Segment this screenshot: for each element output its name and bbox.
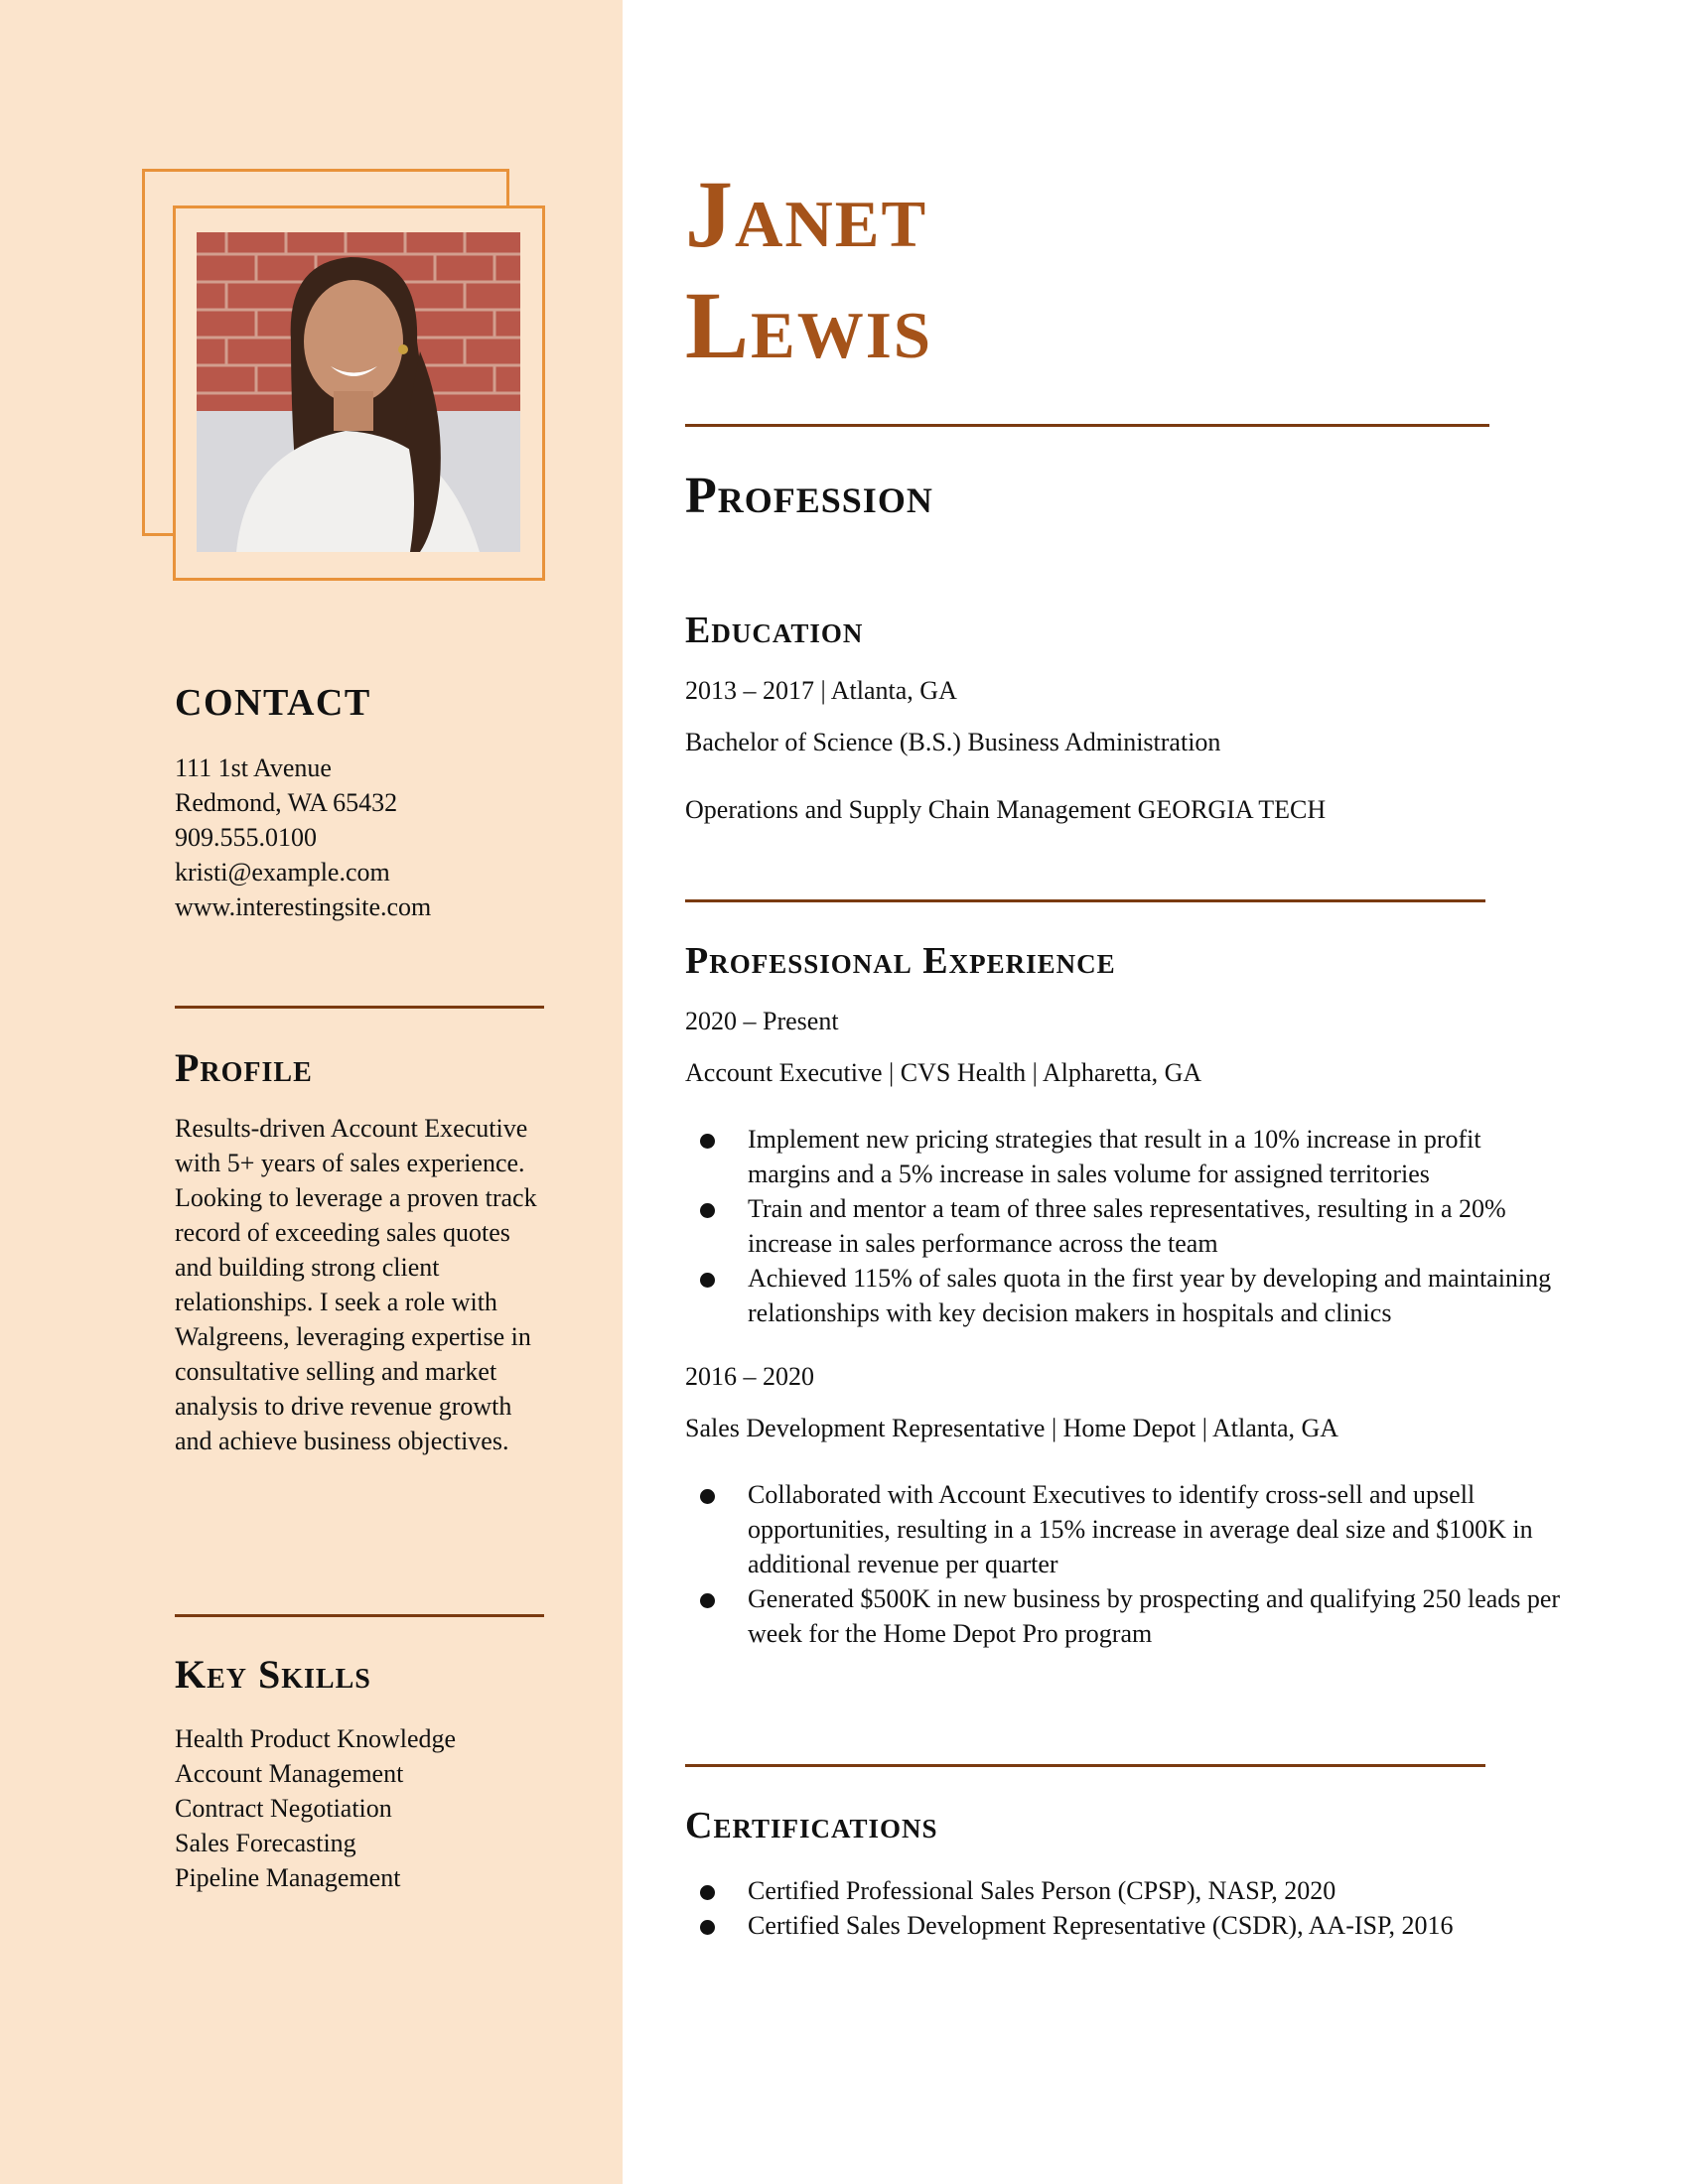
job-title: Sales Development Representative | Home Depot | Atlanta, GA [685, 1414, 1339, 1442]
job-bullet: Achieved 115% of sales quota in the first year by developing and maintaining relationships with key decision makers in hospitals and clinics [685, 1261, 1569, 1330]
experience-heading: Professional Experience [685, 940, 1116, 982]
certification-item: Certified Professional Sales Person (CPSP), NASP, 2020 [685, 1873, 1569, 1908]
contact-city: Redmond, WA 65432 [175, 788, 398, 817]
skill-item: Sales Forecasting [175, 1829, 356, 1857]
skill-item: Account Management [175, 1759, 404, 1788]
certification-list [685, 1873, 1569, 1943]
certification-item: Certified Sales Development Representative (CSDR), AA-ISP, 2016 [685, 1908, 1569, 1943]
sidebar-divider [175, 1614, 544, 1617]
contact-section [175, 681, 552, 924]
profile-text: Results-driven Account Executive with 5+ years of sales experience. Looking to leverage a proven track record of exceeding sales quotes and building strong client relationships. I seek a role with Walgreens, leveraging expertise in consultative selling and market analysis to drive revenue growth and achieve business objectives. [175, 1114, 537, 1455]
sidebar-divider [175, 1006, 544, 1009]
job-bullet: Collaborated with Account Executives to identify cross-sell and upsell opportunities, resulting in a 15% increase in average deal size and $100K in additional revenue per quarter [685, 1477, 1569, 1581]
profile-section [175, 1044, 552, 1458]
first-name: Janet [685, 161, 928, 267]
contact-phone: 909.555.0100 [175, 823, 317, 852]
contact-address: 111 1st Avenue [175, 753, 332, 782]
job-title: Account Executive | CVS Health | Alpharetta, GA [685, 1058, 1202, 1087]
experience-section [685, 939, 1579, 1651]
main-divider [685, 1764, 1485, 1767]
last-name: Lewis [685, 272, 933, 378]
job-dates: 2020 – Present [685, 1007, 839, 1035]
main-divider [685, 899, 1485, 902]
job-bullet: Train and mentor a team of three sales representatives, resulting in a 20% increase in sales performance across the team [685, 1191, 1569, 1261]
skill-item: Health Product Knowledge [175, 1724, 457, 1753]
contact-email[interactable]: kristi@example.com [175, 858, 390, 887]
name-block [685, 159, 1579, 381]
profile-photo [197, 232, 520, 552]
education-degree: Bachelor of Science (B.S.) Business Administration [685, 728, 1221, 756]
skills-section [175, 1651, 552, 1895]
job-bullet: Generated $500K in new business by prospecting and qualifying 250 leads per week for the Home Depot Pro program [685, 1581, 1569, 1651]
education-section [685, 609, 1579, 827]
skill-item: Pipeline Management [175, 1863, 401, 1892]
job-bullets [685, 1477, 1569, 1651]
contact-heading: CONTACT [175, 682, 371, 724]
skills-heading: Key Skills [175, 1652, 371, 1697]
certifications-heading: Certifications [685, 1805, 938, 1846]
job-bullet: Implement new pricing strategies that result in a 10% increase in profit margins and a 5% increase in sales volume for assigned territories [685, 1122, 1569, 1191]
job-bullets [685, 1122, 1569, 1330]
certifications-section [685, 1804, 1579, 1943]
skill-item: Contract Negotiation [175, 1794, 392, 1823]
education-dates: 2013 – 2017 | Atlanta, GA [685, 676, 957, 705]
education-detail: Operations and Supply Chain Management GEORGIA TECH [685, 795, 1327, 824]
profession-title: Profession [685, 468, 933, 524]
profession-block [685, 467, 1579, 525]
education-heading: Education [685, 610, 864, 651]
contact-website[interactable]: www.interestingsite.com [175, 892, 432, 921]
main-divider [685, 424, 1489, 427]
job-dates: 2016 – 2020 [685, 1362, 814, 1391]
profile-heading: Profile [175, 1045, 313, 1090]
